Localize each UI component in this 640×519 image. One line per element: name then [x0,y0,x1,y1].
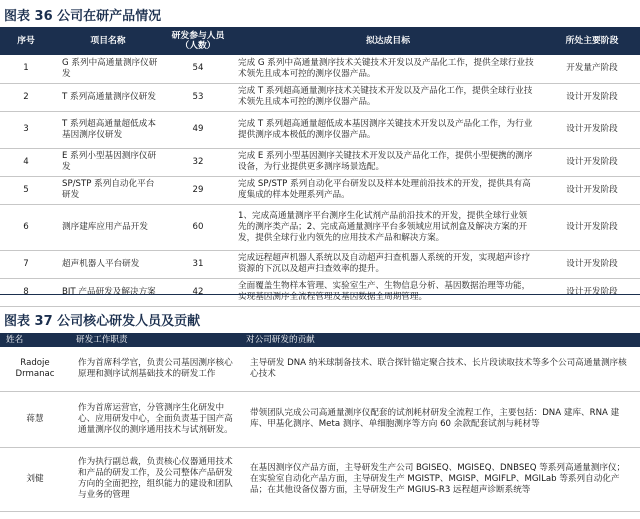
section-divider [0,294,640,295]
cell-goal: 1、完成高通量测序平台测序生化试剂产品前沿技术的开发，提供全球行业领先的测序类产品；2、完成高通量测序平台多领域应用试剂盒及解决方案的开发，提供全球行业内领先的应用技术产品和解决方案。 [232,204,544,250]
cell-goal: 完成 T 系列超高通量超低成本基因测序关键技术开发以及产品化工作，为行业提供测序成本极低的测序仪器产品。 [232,111,544,148]
cell-project-name: 超声机器人平台研发 [52,250,164,278]
cell-stage: 设计开发阶段 [544,176,640,204]
table36-header-row [0,27,640,55]
table-row [0,204,640,250]
cell-staff: 49 [164,111,232,148]
cell-stage: 开发量产阶段 [544,55,640,83]
table-row [0,347,640,391]
cell-duty: 作为首席科学官，负责公司基因测序核心原理和测序试剂基础技术的研发工作 [70,347,240,391]
table-row [0,55,640,83]
cell-no: 8 [0,278,52,306]
cell-person-name: 蒋慧 [0,391,70,447]
table-row [0,250,640,278]
cell-no: 4 [0,148,52,176]
cell-project-name: E 系列小型基因测序仪研发 [52,148,164,176]
header-name: 姓名 [0,333,70,347]
cell-goal: 全面覆盖生物样本管理、实验室生产、生物信息分析、基因数据治理等功能，实现基因测序全流程管理及基因数据全周期管理。 [232,278,544,306]
cell-contribution: 主导研发 DNA 纳米球制备技术、联合探针锚定聚合技术、长片段读取技术等多个公司高通量测序核心技术 [240,347,640,391]
header-staff: 研发参与人员（人数） [164,27,232,55]
cell-staff: 32 [164,148,232,176]
cell-no: 2 [0,83,52,111]
table-row [0,148,640,176]
cell-no: 5 [0,176,52,204]
table36-title: 图表 36 公司在研产品情况 [4,9,162,24]
cell-stage: 设计开发阶段 [544,204,640,250]
header-no: 序号 [0,27,52,55]
cell-project-name: 测序建库应用产品开发 [52,204,164,250]
cell-no: 6 [0,204,52,250]
table37 [0,333,640,512]
cell-project-name: G 系列中高通量测序仪研发 [52,55,164,83]
cell-staff: 29 [164,176,232,204]
cell-stage: 设计开发阶段 [544,250,640,278]
cell-goal: 完成 SP/STP 系列自动化平台研发以及样本处理前沿技术的开发，提供具有高度集成的样本处理系列产品。 [232,176,544,204]
cell-stage: 设计开发阶段 [544,148,640,176]
table-row [0,111,640,148]
cell-staff: 31 [164,250,232,278]
cell-staff: 53 [164,83,232,111]
cell-contribution: 带领团队完成公司高通量测序仪配套的试剂耗材研发全流程工作，主要包括：DNA 建库、RNA 建库、甲基化测序、Meta 测序、单细胞测序等方向 60 余款配套试剂与耗材等 [240,391,640,447]
cell-stage: 设计开发阶段 [544,278,640,306]
cell-stage: 设计开发阶段 [544,111,640,148]
cell-staff: 60 [164,204,232,250]
table37-header-row [0,333,640,347]
table-row [0,83,640,111]
cell-staff: 54 [164,55,232,83]
cell-no: 7 [0,250,52,278]
header-contribution: 对公司研发的贡献 [240,333,640,347]
header-stage: 所处主要阶段 [544,27,640,55]
cell-contribution: 在基因测序仪产品方面，主导研发生产公司 BGISEQ、MGISEQ、DNBSEQ 等系列高通量测序仪；在实验室自动化产品方面，主导研发生产 MGISTP、MGISP、MGIFLP、MGILab 等系列自动化产品；在其他设备仪器方面，主导研发生产 MGIUS-R3 远程超声诊断系统等 [240,447,640,511]
cell-duty: 作为首席运营官，分管测序生化研发中心、应用研发中心，全面负责基于国产高通量测序仪的测序通用技术与试剂研发。 [70,391,240,447]
table37-title: 图表 37 公司核心研发人员及贡献 [4,314,201,329]
cell-project-name: T 系列超高通量超低成本基因测序仪研发 [52,111,164,148]
cell-person-name: Radoje Drmanac [0,347,70,391]
cell-project-name: BIT 产品研发及解决方案 [52,278,164,306]
header-duty: 研发工作职责 [70,333,240,347]
cell-goal: 完成 E 系列小型基因测序关键技术开发以及产品化工作，提供小型便携的测序设备，为行业提供更多测序场景选配。 [232,148,544,176]
cell-goal: 完成远程超声机器人系统以及自动超声扫查机器人系统的开发，实现超声诊疗资源的下沉以及超声扫查效率的提升。 [232,250,544,278]
cell-duty: 作为执行副总裁，负责核心仪器通用技术和产品的研发工作，及公司整体产品研发方向的全面把控，组织能力的建设和团队与业务的管理 [70,447,240,511]
table36 [0,27,640,307]
table-row [0,278,640,306]
header-goal: 拟达成目标 [232,27,544,55]
cell-goal: 完成 G 系列中高通量测序技术关键技术开发以及产品化工作，提供全球行业技术领先且成本可控的测序仪器产品。 [232,55,544,83]
table-row [0,391,640,447]
cell-stage: 设计开发阶段 [544,83,640,111]
cell-person-name: 刘健 [0,447,70,511]
header-project-name: 项目名称 [52,27,164,55]
table-row [0,447,640,511]
cell-project-name: T 系列高通量测序仪研发 [52,83,164,111]
cell-goal: 完成 T 系列超高通量测序技术关键技术开发以及产品化工作，提供全球行业技术领先且成本可控的测序仪器产品。 [232,83,544,111]
cell-staff: 42 [164,278,232,306]
cell-no: 1 [0,55,52,83]
cell-project-name: SP/STP 系列自动化平台研发 [52,176,164,204]
cell-no: 3 [0,111,52,148]
table-row [0,176,640,204]
